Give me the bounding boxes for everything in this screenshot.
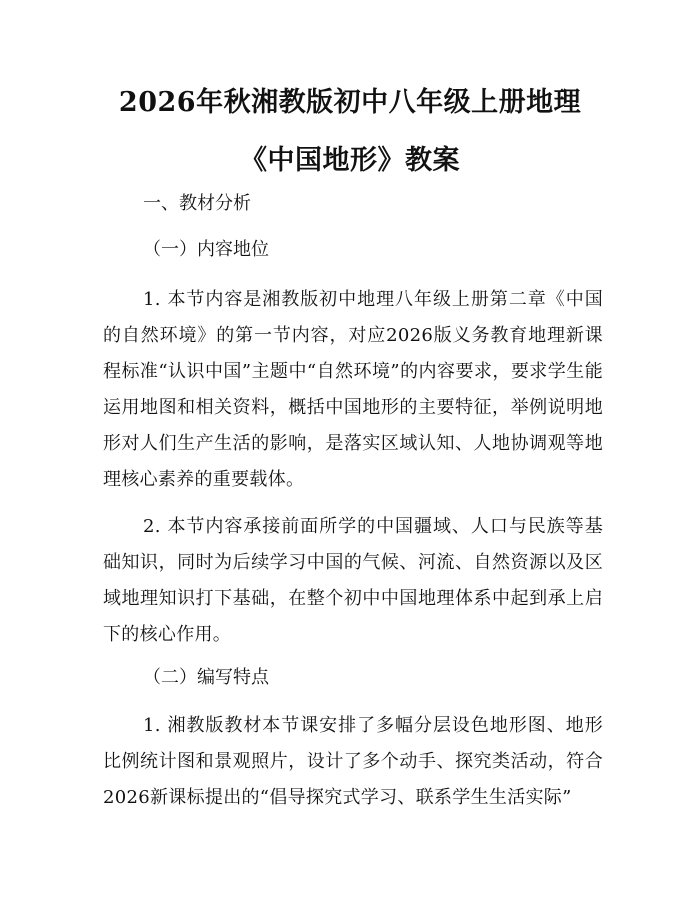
subsection-heading-writing-features: （二）编写特点 <box>143 667 269 688</box>
paragraph-content-position-2: 2. 本节内容承接前面所学的中国疆域、人口与民族等基础知识，同时为后续学习中国的气候、河流、自然资源以及区域地理知识打下基础，在整个初中中国地理体系中起到承上启下的核心作用。 <box>103 516 603 645</box>
paragraph-content-position-1: 1. 本节内容是湘教版初中地理八年级上册第二章《中国的自然环境》的第一节内容，对应2026版义务教育地理新课程标准“认识中国”主题中“自然环境”的内容要求，要求学生能运用地图和相关资料，概括中国地形的主要特征，举例说明地形对人们生产生活的影响，是落实区域认知、人地协调观等地理核心素养的重要载体。 <box>103 289 603 490</box>
section-heading-textbook-analysis: 一、教材分析 <box>143 193 251 214</box>
subsection-heading-content-position: （一）内容地位 <box>143 239 269 260</box>
document-title: 2026年秋湘教版初中八年级上册地理《中国地形》教案 <box>118 87 582 176</box>
paragraph-writing-features-1: 1. 湘教版教材本节课安排了多幅分层设色地形图、地形比例统计图和景观照片，设计了多个动手、探究类活动，符合2026新课标提出的“倡导探究式学习、联系学生生活实际” <box>103 715 603 808</box>
